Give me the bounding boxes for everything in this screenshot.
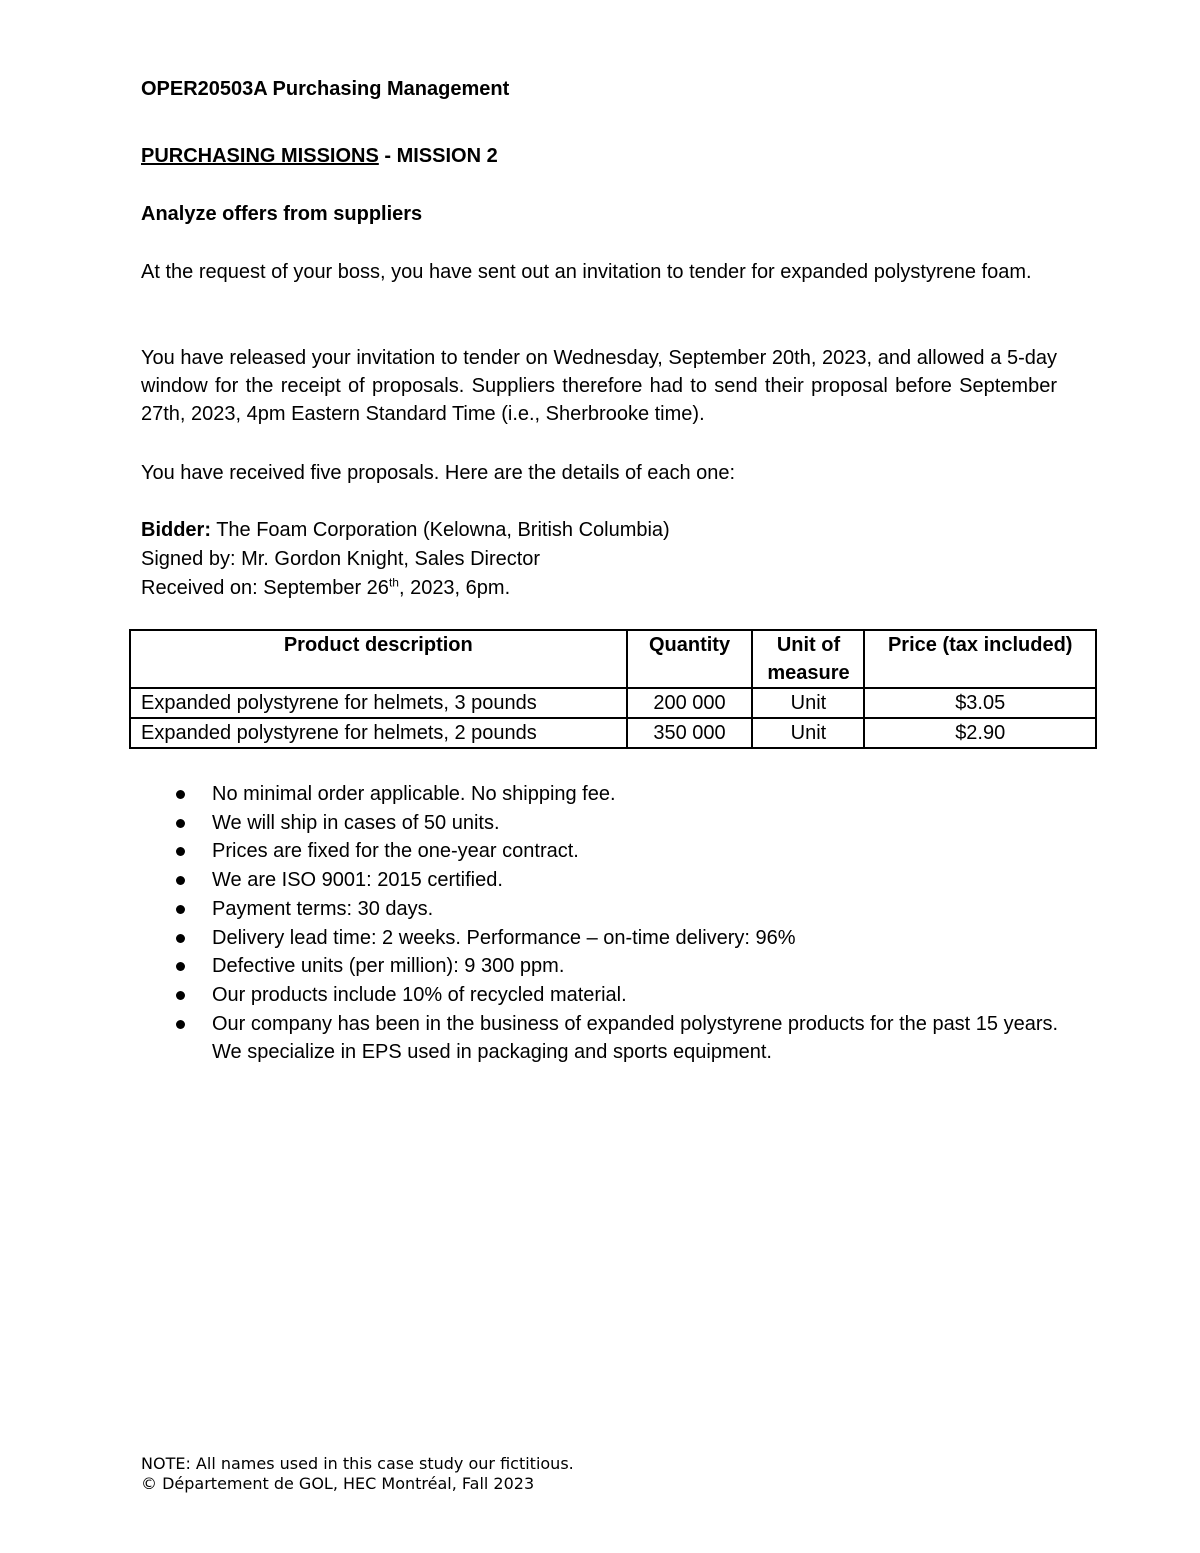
- footer-copyright: © Département de GOL, HEC Montréal, Fall 2023: [141, 1474, 535, 1493]
- list-item-text: We are ISO 9001: 2015 certified.: [212, 869, 503, 892]
- bullet-dot-icon: [176, 905, 185, 914]
- bullet-dot-icon: [176, 934, 185, 943]
- list-item-text: Our products include 10% of recycled material.: [212, 983, 627, 1006]
- list-item: [141, 981, 1061, 1010]
- cell-price: $3.05: [864, 688, 1096, 718]
- list-item-text: Delivery lead time: 2 weeks. Performance – on-time delivery: 96%: [212, 926, 796, 949]
- course-title: OPER20503A Purchasing Management: [141, 78, 510, 100]
- received-sup: th: [388, 575, 399, 590]
- table-row: [130, 718, 1096, 748]
- list-item-text: No minimal order applicable. No shipping fee.: [212, 783, 616, 805]
- received-on: [141, 574, 510, 602]
- cell-quantity: 350 000: [627, 718, 753, 748]
- list-item: [141, 952, 1061, 981]
- received-suffix: , 2023, 6pm.: [398, 577, 511, 599]
- list-item: [141, 780, 1061, 809]
- bullet-dot-icon: [176, 876, 185, 885]
- section-title: [141, 142, 498, 170]
- offer-conditions-list: [141, 780, 1061, 1067]
- header-unit-of-measure: Unit of measure: [752, 630, 864, 688]
- cell-quantity: 200 000: [627, 688, 753, 718]
- cell-product: Expanded polystyrene for helmets, 2 pounds: [130, 718, 627, 748]
- list-item-text: We will ship in cases of 50 units.: [212, 811, 500, 834]
- table-header-row: [130, 630, 1096, 688]
- header-quantity: Quantity: [627, 630, 753, 688]
- list-item-text: Defective units (per million): 9 300 ppm.: [212, 955, 565, 978]
- intro-paragraph-3: You have received five proposals. Here are the details of each one:: [141, 462, 736, 484]
- section-title-suffix: - MISSION 2: [378, 145, 498, 167]
- header-price: Price (tax included): [864, 630, 1096, 688]
- header-product-description: Product description: [130, 630, 627, 688]
- list-item-text: Our company has been in the business of expanded polystyrene products for the past 15 years. We specialize in EPS used in packaging and sports equipment.: [212, 1012, 1059, 1064]
- cell-price: $2.90: [864, 718, 1096, 748]
- bullet-dot-icon: [176, 962, 185, 971]
- list-item: [141, 1010, 1061, 1067]
- bidder-name: The Foam Corporation (Kelowna, British Columbia): [211, 519, 670, 541]
- list-item: [141, 895, 1061, 924]
- cell-unit: Unit: [752, 688, 864, 718]
- subtitle: Analyze offers from suppliers: [141, 203, 423, 225]
- bullet-dot-icon: [176, 790, 185, 799]
- intro-paragraph-2: You have released your invitation to tender on Wednesday, September 20th, 2023, and allowed a 5-day window for the receipt of proposals. Suppliers therefore had to send their proposal before September 27th, 2023, 4pm Eastern Standard Time (i.e., Sherbrooke time).: [141, 347, 1057, 425]
- intro-paragraph-1: At the request of your boss, you have sent out an invitation to tender for expanded polystyrene foam.: [141, 261, 1032, 283]
- section-title-underlined: PURCHASING MISSIONS: [141, 145, 379, 167]
- bullet-dot-icon: [176, 847, 185, 856]
- bullet-dot-icon: [176, 819, 185, 828]
- bidder-line: [141, 516, 670, 544]
- list-item: [141, 866, 1061, 895]
- table-row: [130, 688, 1096, 718]
- list-item-text: Prices are fixed for the one-year contract.: [212, 840, 579, 863]
- footer: [141, 1454, 574, 1494]
- footer-note: NOTE: All names used in this case study our fictitious.: [141, 1454, 574, 1473]
- signed-by: Signed by: Mr. Gordon Knight, Sales Director: [141, 548, 541, 570]
- list-item: [141, 924, 1061, 953]
- list-item: [141, 809, 1061, 838]
- received-prefix: Received on: September 26: [141, 577, 389, 599]
- list-item-text: Payment terms: 30 days.: [212, 897, 434, 920]
- list-item: [141, 837, 1061, 866]
- offer-table: [129, 629, 1097, 749]
- bullet-dot-icon: [176, 991, 185, 1000]
- cell-product: Expanded polystyrene for helmets, 3 pounds: [130, 688, 627, 718]
- bullet-dot-icon: [176, 1020, 185, 1029]
- cell-unit: Unit: [752, 718, 864, 748]
- bidder-label: Bidder:: [141, 519, 211, 541]
